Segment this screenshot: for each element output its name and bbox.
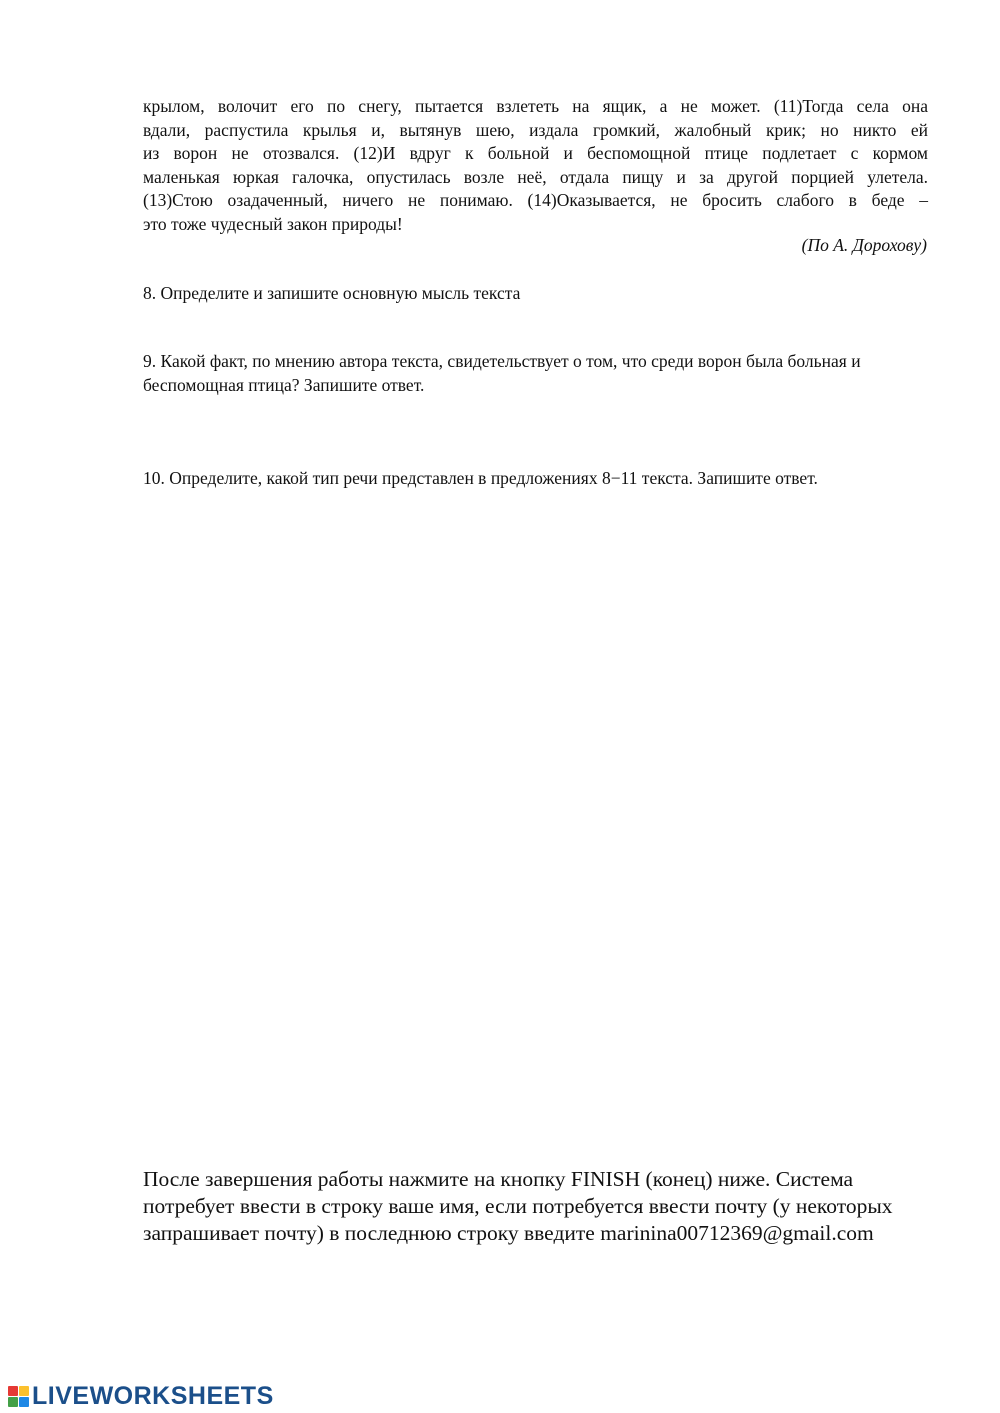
passage-line: вдали, распустила крылья и, вытянув шею, издала громкий, жалобный крик; но никто ей: [143, 119, 928, 140]
passage-line: крылом, волочит его по снегу, пытается взлететь на ящик, а не может. (11)Тогда села она: [143, 96, 928, 116]
question-10: 10. Определите, какой тип речи представлен в предложениях 8−11 текста. Запишите ответ.: [143, 468, 818, 488]
logo-square-yellow: [19, 1386, 29, 1396]
reading-passage: [143, 95, 928, 237]
logo-text: LIVEWORKSHEETS: [32, 1381, 274, 1410]
finish-instructions: После завершения работы нажмите на кнопку FINISH (конец) ниже. Система потребует ввести в строку ваше имя, если потребуется ввести почту (у некоторых запрашивает почту) в последнюю строку введите marinina00712369@gmail.com: [143, 1167, 893, 1245]
question-9: 9. Какой факт, по мнению автора текста, свидетельствует о том, что среди ворон была больная и беспомощная птица? Запишите ответ.: [143, 351, 861, 395]
passage-line: из ворон не отозвался. (12)И вдруг к больной и беспомощной птице подлетает с кормом: [143, 143, 928, 164]
question-8: 8. Определите и запишите основную мысль текста: [143, 283, 521, 303]
passage-line: маленькая юркая галочка, опустилась возле неё, отдала пищу и за другой порцией улетела.: [143, 166, 928, 187]
passage-attribution: (По А. Дорохову): [801, 235, 927, 255]
logo-square-red: [8, 1386, 18, 1396]
passage-line: это тоже чудесный закон природы!: [143, 213, 403, 234]
liveworksheets-logo-icon: [8, 1386, 29, 1407]
liveworksheets-logo[interactable]: [8, 1381, 274, 1411]
logo-square-green: [8, 1397, 18, 1407]
logo-square-blue: [19, 1397, 29, 1407]
passage-line: (13)Стою озадаченный, ничего не понимаю. (14)Оказывается, не бросить слабого в беде –: [143, 190, 928, 211]
